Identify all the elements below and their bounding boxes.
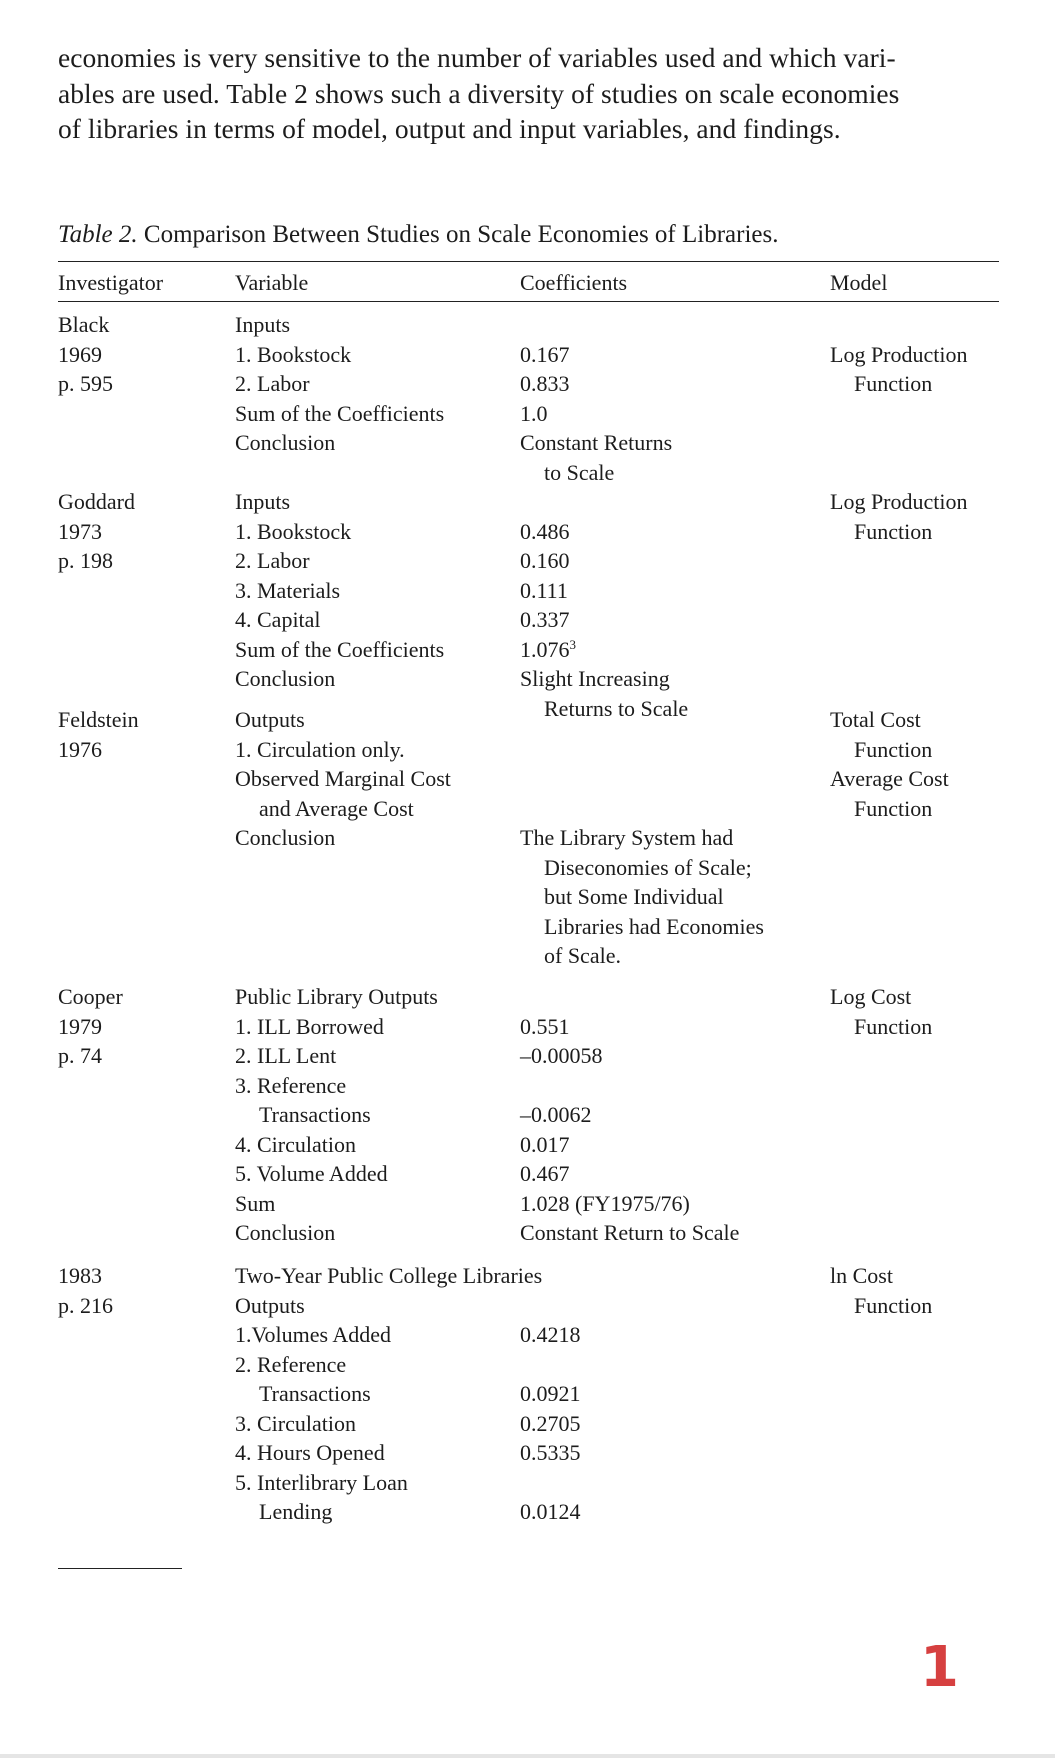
variable-cell: Conclusion (235, 1220, 336, 1245)
model-cell: Log Cost (830, 984, 912, 1009)
variable-cell: Sum of the Coefficients (235, 400, 445, 426)
investigator-cell: 1979 (58, 1013, 102, 1039)
coefficient-value: Slight Increasing (520, 666, 670, 691)
header-investigator: Investigator (58, 270, 164, 295)
intro-line: of libraries in terms of model, output and input variables, and findings. (58, 113, 841, 144)
variable-cell: 4. Hours Opened (235, 1440, 385, 1465)
coefficient-cell (520, 576, 568, 606)
coefficient-value: Constant Returns (520, 430, 673, 455)
investigator-cell: 1976 (58, 736, 102, 762)
variable-cell: and Average Cost (259, 795, 414, 821)
variable-cell: Sum (235, 1190, 276, 1216)
coefficient-cell (520, 941, 621, 971)
coefficient-value: 0.833 (520, 371, 570, 396)
footnote-rule (58, 1568, 182, 1569)
coefficient-cell (520, 458, 614, 488)
variable-cell: Outputs (235, 1292, 305, 1318)
variable-cell: Sum of the Coefficients (235, 636, 445, 662)
coefficient-cell (520, 882, 724, 912)
model-cell: Function (854, 518, 933, 544)
coefficient-value: of Scale. (544, 943, 621, 968)
model-cell: Function (854, 795, 933, 821)
variable-cell: Lending (259, 1499, 333, 1524)
header-rule (58, 301, 999, 302)
variable-cell: Inputs (235, 489, 290, 514)
investigator-cell: 1973 (58, 518, 102, 544)
coefficient-value: 0.2705 (520, 1410, 581, 1436)
variable-cell: 5. Volume Added (235, 1161, 388, 1186)
variable-cell: 4. Circulation (235, 1131, 356, 1157)
model-cell: Function (854, 1013, 933, 1039)
variable-cell: 1. Circulation only. (235, 736, 405, 762)
coefficient-cell (520, 912, 764, 942)
table-top-rule (58, 261, 999, 262)
variable-cell: Outputs (235, 707, 305, 732)
coefficient-value: 1.076 (520, 636, 570, 662)
model-cell: Log Production (830, 341, 968, 367)
coefficient-value: Diseconomies of Scale; (544, 854, 752, 880)
variable-cell: 3. Materials (235, 577, 341, 603)
coefficient-cell (520, 1497, 581, 1527)
variable-cell: Conclusion (235, 825, 336, 850)
variable-cell: Observed Marginal Cost (235, 766, 451, 791)
variable-cell: Transactions (259, 1381, 371, 1406)
investigator-cell: p. 595 (58, 371, 113, 396)
variable-cell: 3. Reference (235, 1072, 347, 1098)
coefficient-value: The Library System had (520, 825, 734, 850)
coefficient-cell (520, 1130, 570, 1160)
intro-line: economies is very sensitive to the number of variables used and which vari- (58, 42, 896, 73)
coefficient-value: 0.4218 (520, 1322, 581, 1347)
coefficient-value: 0.337 (520, 607, 570, 632)
table-caption (58, 220, 779, 250)
investigator-cell: Cooper (58, 984, 123, 1009)
coefficient-value: 1.0 (520, 400, 548, 426)
investigator-cell: Black (58, 312, 110, 337)
model-cell: Function (854, 1292, 933, 1318)
model-cell: Average Cost (830, 766, 949, 791)
coefficient-cell (520, 1438, 581, 1468)
coefficient-cell (520, 369, 570, 399)
variable-cell: Two-Year Public College Libraries (235, 1263, 543, 1288)
coefficient-value: 0.111 (520, 577, 568, 603)
variable-cell: Transactions (259, 1102, 371, 1127)
variable-cell: 2. Reference (235, 1351, 347, 1377)
coefficient-cell (520, 853, 752, 883)
coefficient-value: –0.00058 (520, 1043, 603, 1068)
variable-cell: 5. Interlibrary Loan (235, 1469, 408, 1495)
investigator-cell: p. 198 (58, 548, 113, 573)
bottom-edge (0, 1754, 1055, 1758)
coefficient-cell (520, 546, 570, 576)
investigator-cell: p. 216 (58, 1292, 113, 1318)
variable-cell: Conclusion (235, 430, 336, 455)
coefficient-cell (520, 1189, 690, 1219)
variable-cell: 4. Capital (235, 607, 321, 632)
model-cell: Function (854, 736, 933, 762)
variable-cell: 3. Circulation (235, 1410, 356, 1436)
variable-cell: 1.Volumes Added (235, 1322, 392, 1347)
coefficient-value: 0.160 (520, 548, 570, 573)
intro-paragraph (58, 40, 1008, 147)
variable-cell: 2. Labor (235, 548, 310, 573)
variable-cell: Public Library Outputs (235, 984, 438, 1009)
investigator-cell: 1969 (58, 341, 102, 367)
header-model: Model (830, 270, 888, 295)
coefficient-value: 1.028 (FY1975/76) (520, 1190, 690, 1216)
coefficient-cell (520, 605, 570, 635)
coefficient-cell (520, 664, 670, 694)
variable-cell: 2. ILL Lent (235, 1043, 337, 1068)
page-number: 1 (920, 1635, 959, 1700)
model-cell: Total Cost (830, 707, 921, 732)
coefficient-cell (520, 694, 688, 724)
coefficient-cell (520, 1159, 570, 1189)
coefficient-value: 0.167 (520, 341, 570, 367)
variable-cell: Inputs (235, 312, 290, 337)
model-cell: Function (854, 371, 933, 396)
coefficient-cell (520, 1409, 581, 1439)
coefficient-value: Returns to Scale (544, 695, 689, 721)
coefficient-cell (520, 399, 548, 429)
footnote-marker: 3 (569, 636, 576, 652)
coefficient-cell (520, 1379, 581, 1409)
coefficient-cell (520, 340, 570, 370)
investigator-cell: Goddard (58, 489, 135, 514)
coefficient-cell (520, 1012, 570, 1042)
investigator-cell: Feldstein (58, 707, 139, 732)
coefficient-cell (520, 823, 733, 853)
coefficient-cell (520, 1320, 581, 1350)
coefficient-value: 0.486 (520, 518, 570, 544)
coefficient-value: Libraries had Economies (544, 913, 764, 939)
variable-cell: Conclusion (235, 666, 336, 691)
variable-cell: 1. Bookstock (235, 518, 352, 544)
coefficient-value: Constant Return to Scale (520, 1220, 740, 1245)
variable-cell: 1. ILL Borrowed (235, 1013, 384, 1039)
model-cell: Log Production (830, 489, 968, 514)
coefficient-cell (520, 428, 672, 458)
variable-cell: 2. Labor (235, 371, 310, 396)
intro-line: ables are used. Table 2 shows such a diversity of studies on scale economies (58, 77, 900, 109)
coefficient-value: 0.017 (520, 1131, 570, 1157)
coefficient-cell (520, 1041, 603, 1071)
coefficient-cell (520, 517, 570, 547)
model-cell: ln Cost (830, 1263, 893, 1288)
coefficient-cell (520, 1100, 592, 1130)
coefficient-cell (520, 1218, 739, 1248)
variable-cell: 1. Bookstock (235, 341, 352, 367)
header-variable: Variable (235, 270, 309, 295)
investigator-cell: 1983 (58, 1263, 102, 1288)
coefficient-value: –0.0062 (520, 1102, 592, 1127)
coefficient-value: 0.551 (520, 1013, 570, 1039)
coefficient-value: 0.5335 (520, 1440, 581, 1465)
coefficient-value: 0.0124 (520, 1499, 581, 1524)
table-title: Comparison Between Studies on Scale Economies of Libraries. (143, 221, 779, 248)
coefficient-value: 0.467 (520, 1161, 570, 1186)
header-coefficients: Coefficients (520, 270, 628, 295)
coefficient-value: 0.0921 (520, 1381, 581, 1406)
table-label: Table 2. (58, 221, 138, 248)
coefficient-cell (520, 635, 576, 665)
coefficient-value: to Scale (544, 459, 615, 485)
investigator-cell: p. 74 (58, 1043, 102, 1068)
coefficient-value: but Some Individual (544, 884, 724, 909)
